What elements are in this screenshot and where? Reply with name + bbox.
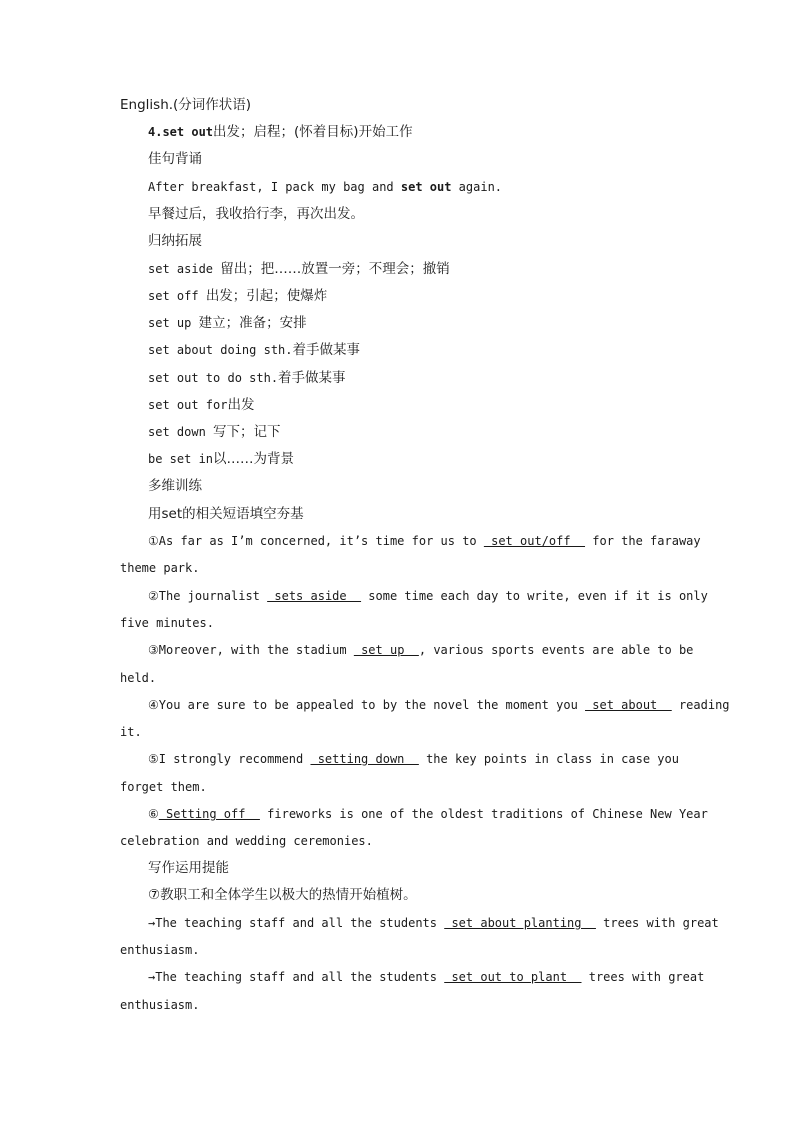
- phrase-item: [148, 342, 674, 358]
- phrase-en: be set in: [148, 452, 214, 466]
- phrase-cn: 写下；记下: [213, 424, 281, 440]
- answer-blank: set out/off: [483, 534, 586, 548]
- arrow-icon: →: [148, 916, 156, 930]
- exercise-text: for the faraway: [585, 534, 701, 548]
- phrase-cn: 着手做某事: [292, 342, 360, 358]
- rewrite-text: trees with great: [581, 970, 705, 984]
- phrase-en: set out for: [148, 398, 228, 412]
- phrase-en: set up: [148, 316, 192, 330]
- answer-blank: set up: [353, 643, 419, 657]
- example-translation: 早餐过后，我收拾行李，再次出发。: [148, 206, 364, 222]
- exercise-continuation: theme park.: [120, 561, 200, 575]
- exercise-line: [148, 588, 708, 604]
- phrase-item: [148, 315, 674, 331]
- exercise-text: As far as I’m concerned, it’s time for us to: [158, 534, 484, 548]
- practice-instruction: 用set的相关短语填空夯基: [148, 506, 304, 522]
- exercise-number: ④: [148, 698, 159, 712]
- exercise-text: reading: [671, 698, 730, 712]
- phrase-cn: 出发: [227, 397, 255, 413]
- phrase-item: [148, 261, 674, 277]
- exercise-continuation: held.: [120, 671, 157, 685]
- exercise-continuation: five minutes.: [120, 616, 214, 630]
- exercise-line: [148, 697, 730, 713]
- intro-line: English.(分词作状语): [120, 97, 252, 113]
- exercise-line: [148, 806, 708, 822]
- exercise-number: ⑤: [148, 752, 159, 766]
- exercise-text: The journalist: [158, 589, 268, 603]
- exercise-text: fireworks is one of the oldest traditions of Chinese New Year: [259, 807, 708, 821]
- exercise-text: some time each day to write, even if it is only: [361, 589, 708, 603]
- summary-heading: 归纳拓展: [148, 233, 202, 249]
- phrase-en: set aside: [148, 262, 214, 276]
- item-4-term: 4.set out: [148, 125, 214, 139]
- rewrite-continuation: enthusiasm.: [120, 943, 200, 957]
- item-4-meaning: 出发；启程；(怀着目标)开始工作: [213, 124, 413, 140]
- rewrite-text: The teaching staff and all the students: [155, 970, 445, 984]
- exercise-line: [148, 751, 679, 767]
- phrase-cn: 着手做某事: [278, 370, 346, 386]
- phrase-en: set down: [148, 425, 206, 439]
- phrase-item: [148, 288, 674, 304]
- answer-blank: set out to plant: [444, 970, 582, 984]
- answer-blank: Setting off: [158, 807, 260, 821]
- phrase-cn: 建立；准备；安排: [198, 315, 307, 331]
- exercise-number: ②: [148, 589, 159, 603]
- phrase-item: [148, 370, 674, 386]
- example-before: After breakfast, I pack my bag and: [148, 180, 401, 194]
- exercise-line: [148, 533, 701, 549]
- rewrite-text: The teaching staff and all the students: [155, 916, 445, 930]
- exercise-number: ①: [148, 534, 159, 548]
- answer-blank: set about planting: [444, 916, 596, 930]
- phrase-cn: 以……为背景: [213, 451, 295, 467]
- exercise-number: ⑥: [148, 807, 159, 821]
- phrase-en: set about doing sth.: [148, 343, 293, 357]
- rewrite-continuation: enthusiasm.: [120, 998, 200, 1012]
- rewrite-line: [148, 969, 705, 985]
- example-bold: set out: [400, 180, 452, 194]
- answer-blank: set about: [585, 698, 672, 712]
- phrase-cn: 出发；引起；使爆炸: [205, 288, 328, 304]
- item-4-heading: [148, 124, 674, 140]
- phrase-cn: 留出；把……放置一旁；不理会；撤销: [220, 261, 450, 277]
- exercise-number: ③: [148, 643, 159, 657]
- phrase-en: set off: [148, 289, 199, 303]
- rewrite-line: [148, 915, 719, 931]
- phrase-item: [148, 397, 674, 413]
- example-heading: 佳句背诵: [148, 151, 202, 167]
- answer-blank: setting down: [310, 752, 419, 766]
- exercise-continuation: it.: [120, 725, 142, 739]
- phrase-item: [148, 451, 674, 467]
- rewrite-text: trees with great: [595, 916, 719, 930]
- phrase-item: [148, 424, 674, 440]
- exercise-text: , various sports events are able to be: [418, 643, 694, 657]
- exercise-text: Moreover, with the stadium: [158, 643, 354, 657]
- arrow-icon: →: [148, 970, 156, 984]
- exercise-continuation: celebration and wedding ceremonies.: [120, 834, 373, 848]
- exercise-text: I strongly recommend: [158, 752, 311, 766]
- answer-blank: sets aside: [267, 589, 362, 603]
- example-after: again.: [451, 180, 503, 194]
- example-sentence: [148, 179, 674, 195]
- exercise-text: the key points in class in case you: [418, 752, 679, 766]
- phrase-en: set out to do sth.: [148, 371, 279, 385]
- exercise-text: You are sure to be appealed to by the novel the moment you: [158, 698, 586, 712]
- exercise-line: [148, 642, 694, 658]
- writing-heading: 写作运用提能: [148, 860, 229, 876]
- practice-heading: 多维训练: [148, 478, 202, 494]
- writing-prompt: ⑦教职工和全体学生以极大的热情开始植树。: [148, 887, 417, 903]
- exercise-continuation: forget them.: [120, 780, 207, 794]
